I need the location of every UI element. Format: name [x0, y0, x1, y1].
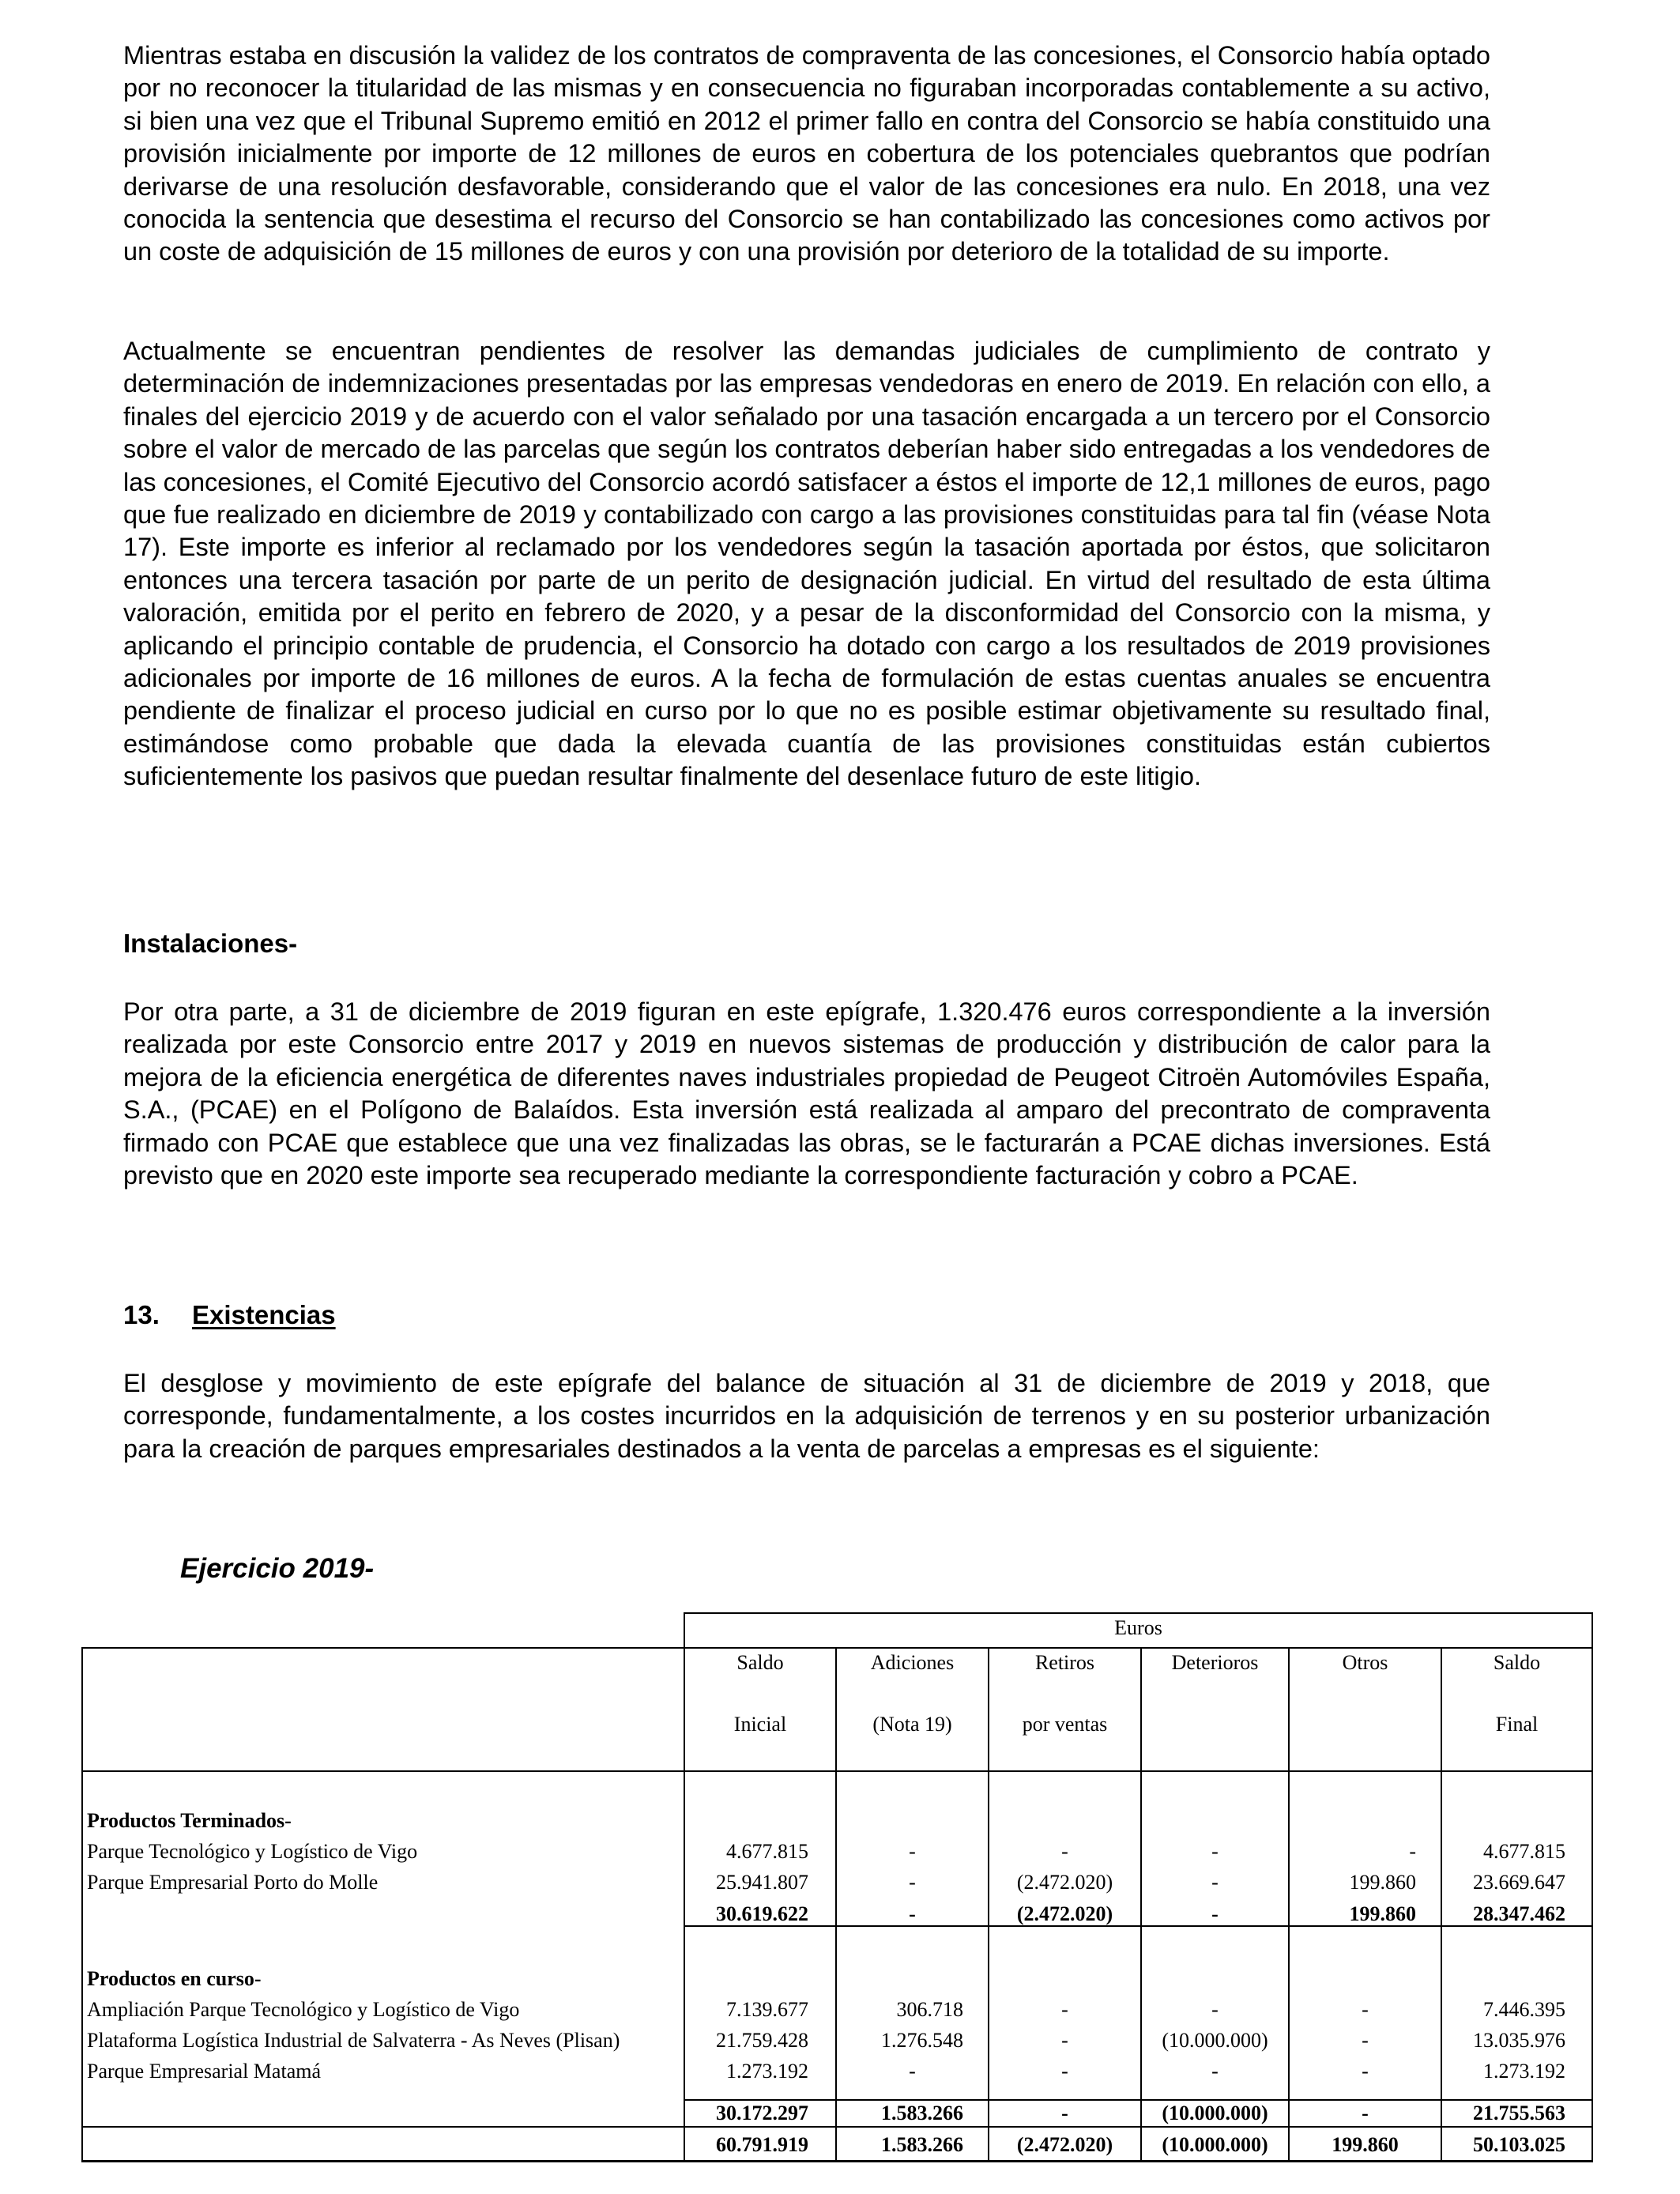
- subheading-ejercicio: Ejercicio 2019-: [180, 1553, 375, 1584]
- cell: -: [909, 1871, 916, 1894]
- col-header-otros: Otros: [1342, 1651, 1388, 1674]
- cell: -: [1061, 1998, 1068, 2021]
- cell: -: [1211, 1871, 1219, 1894]
- col-header-saldo-final-line2: Final: [1495, 1713, 1539, 1736]
- cell: 25.941.807: [716, 1871, 808, 1894]
- subtotal-cell: 28.347.462: [1473, 1902, 1565, 1925]
- col-header-deterioros: Deterioros: [1171, 1651, 1259, 1674]
- cell: -: [909, 2060, 916, 2083]
- cell: 13.035.976: [1473, 2029, 1565, 2052]
- cell: -: [1211, 2060, 1219, 2083]
- col-header-saldo-inicial-line1: Saldo: [736, 1651, 784, 1674]
- cell: 21.759.428: [716, 2029, 808, 2052]
- cell: -: [1061, 2060, 1068, 2083]
- col-header-adiciones-line1: Adiciones: [870, 1651, 955, 1674]
- cell: 1.273.192: [726, 2060, 808, 2083]
- cell: 306.718: [896, 1998, 963, 2021]
- row-label: Parque Tecnológico y Logístico de Vigo: [87, 1840, 418, 1863]
- section-title: Existencias: [192, 1300, 336, 1329]
- total-cell: 1.583.266: [881, 2133, 963, 2156]
- cell: 4.677.815: [1483, 1840, 1565, 1863]
- subtotal-cell: -: [1061, 2102, 1068, 2124]
- col-header-saldo-final-line1: Saldo: [1493, 1651, 1541, 1674]
- subtotal-cell: 30.172.297: [716, 2102, 808, 2124]
- paragraph-existencias: El desglose y movimiento de este epígrafe del balance de situación al 31 de diciembre de 2019 y 2018, que corresponde, fundamentalmente, a los costes incurridos en la adquisición de terrenos y en su posterior urbanización para la creación de parques empresariales destinados a la venta de parcelas a empresas es el siguiente:: [123, 1369, 1490, 1463]
- cell: -: [1362, 2029, 1369, 2052]
- cell: -: [1061, 2029, 1068, 2052]
- paragraph-instalaciones: Por otra parte, a 31 de diciembre de 2019 figuran en este epígrafe, 1.320.476 euros correspondiente a la inversión realizada por este Consorcio entre 2017 y 2019 en nuevos sistemas de producción y distribución de calor para la mejora de la eficiencia energética de diferentes naves industriales propiedad de Peugeot Citroën Automóviles España, S.A., (PCAE) en el Polígono de Balaídos. Esta inversión está realizada al amparo del precontrato de compraventa firmado con PCAE que establece que una vez finalizadas las obras, se le facturarán a PCAE dichas inversiones. Está previsto que en 2020 este importe sea recuperado mediante la correspondiente facturación y cobro a PCAE.: [123, 997, 1490, 1190]
- subtotal-cell: (10.000.000): [1162, 2102, 1268, 2124]
- cell: 23.669.647: [1473, 1871, 1565, 1894]
- cell: (10.000.000): [1162, 2029, 1268, 2052]
- total-cell: 199.860: [1332, 2133, 1399, 2156]
- total-cell: 60.791.919: [716, 2133, 808, 2156]
- currency-header: Euros: [1114, 1616, 1162, 1639]
- cell: (2.472.020): [1016, 1871, 1113, 1894]
- cell: -: [1211, 1840, 1219, 1863]
- cell: 1.273.192: [1483, 2060, 1565, 2083]
- section-title-terminados: Productos Terminados-: [87, 1809, 292, 1832]
- paragraph-concesiones: Mientras estaba en discusión la validez de los contratos de compraventa de las concesiones, el Consorcio había optado por no reconocer la titularidad de las mismas y en consecuencia no figuraban incorporadas contablemente a su activo, si bien una vez que el Tribunal Supremo emitió en 2012 el primer fallo en contra del Consorcio se había constituido una provisión inicialmente por importe de 12 millones de euros en cobertura de los potenciales quebrantos que podrían derivarse de una resolución desfavorable, considerando que el valor de las concesiones era nulo. En 2018, una vez conocida la sentencia que desestima el recurso del Consorcio se han contabilizado las concesiones como activos por un coste de adquisición de 15 millones de euros y con una provisión por deterioro de la totalidad de su importe.: [123, 41, 1490, 266]
- subtotal-cell: 30.619.622: [716, 1902, 808, 1925]
- cell: -: [909, 1840, 916, 1863]
- cell: 4.677.815: [726, 1840, 808, 1863]
- subtotal-cell: -: [1362, 2102, 1369, 2124]
- row-label: Ampliación Parque Tecnológico y Logístico de Vigo: [87, 1998, 520, 2021]
- cell: 7.446.395: [1483, 1998, 1565, 2021]
- row-label: Parque Empresarial Porto do Molle: [87, 1871, 379, 1894]
- cell: 1.276.548: [881, 2029, 963, 2052]
- subtotal-cell: -: [909, 1902, 916, 1925]
- section-title-en-curso: Productos en curso-: [87, 1967, 262, 1990]
- col-header-retiros-line2: por ventas: [1022, 1713, 1108, 1736]
- cell: -: [1061, 1840, 1068, 1863]
- cell: 7.139.677: [726, 1998, 808, 2021]
- col-header-adiciones-line2: (Nota 19): [872, 1713, 952, 1736]
- subtotal-cell: 1.583.266: [881, 2102, 963, 2124]
- row-label: Parque Empresarial Matamá: [87, 2060, 321, 2083]
- subtotal-cell: -: [1211, 1902, 1219, 1925]
- heading-instalaciones: Instalaciones-: [123, 929, 298, 958]
- cell: -: [1362, 1998, 1369, 2021]
- cell: 199.860: [1349, 1871, 1416, 1894]
- cell: -: [1409, 1840, 1416, 1863]
- col-header-retiros-line1: Retiros: [1034, 1651, 1095, 1674]
- total-cell: 50.103.025: [1473, 2133, 1565, 2156]
- col-header-saldo-inicial-line2: Inicial: [733, 1713, 787, 1736]
- cell: -: [1211, 1998, 1219, 2021]
- section-number: 13.: [123, 1300, 160, 1329]
- subtotal-cell: (2.472.020): [1016, 1902, 1113, 1925]
- cell: -: [1362, 2060, 1369, 2083]
- total-cell: (10.000.000): [1162, 2133, 1268, 2156]
- subtotal-cell: 199.860: [1349, 1902, 1416, 1925]
- row-label: Plataforma Logística Industrial de Salvaterra - As Neves (Plisan): [87, 2029, 620, 2052]
- paragraph-demandas: Actualmente se encuentran pendientes de resolver las demandas judiciales de cumplimiento de contrato y determinación de indemnizaciones presentadas por las empresas vendedoras en enero de 2019. En relación con ello, a finales del ejercicio 2019 y de acuerdo con el valor señalado por una tasación encargada a un tercero por el Consorcio sobre el valor de mercado de las parcelas que según los contratos deberían haber sido entregadas a los vendedores de las concesiones, el Comité Ejecutivo del Consorcio acordó satisfacer a éstos el importe de 12,1 millones de euros, pago que fue realizado en diciembre de 2019 y contabilizado con cargo a las provisiones constituidas para tal fin (véase Nota 17). Este importe es inferior al reclamado por los vendedores según la tasación aportada por éstos, que solicitaron entonces una tercera tasación por parte de un perito de designación judicial. En virtud del resultado de esta última valoración, emitida por el perito en febrero de 2020, y a pesar de la disconformidad del Consorcio con la misma, y aplicando el principio contable de prudencia, el Consorcio ha dotado con cargo a los resultados de 2019 provisiones adicionales por importe de 16 millones de euros. A la fecha de formulación de estas cuentas anuales se encuentra pendiente de finalizar el proceso judicial en curso por lo que no es posible estimar objetivamente su resultado final, estimándose como probable que dada la elevada cuantía de las provisiones constituidas están cubiertos suficientemente los pasivos que puedan resultar finalmente del desenlace futuro de este litigio.: [123, 337, 1490, 791]
- subtotal-cell: 21.755.563: [1473, 2102, 1565, 2124]
- total-cell: (2.472.020): [1016, 2133, 1113, 2156]
